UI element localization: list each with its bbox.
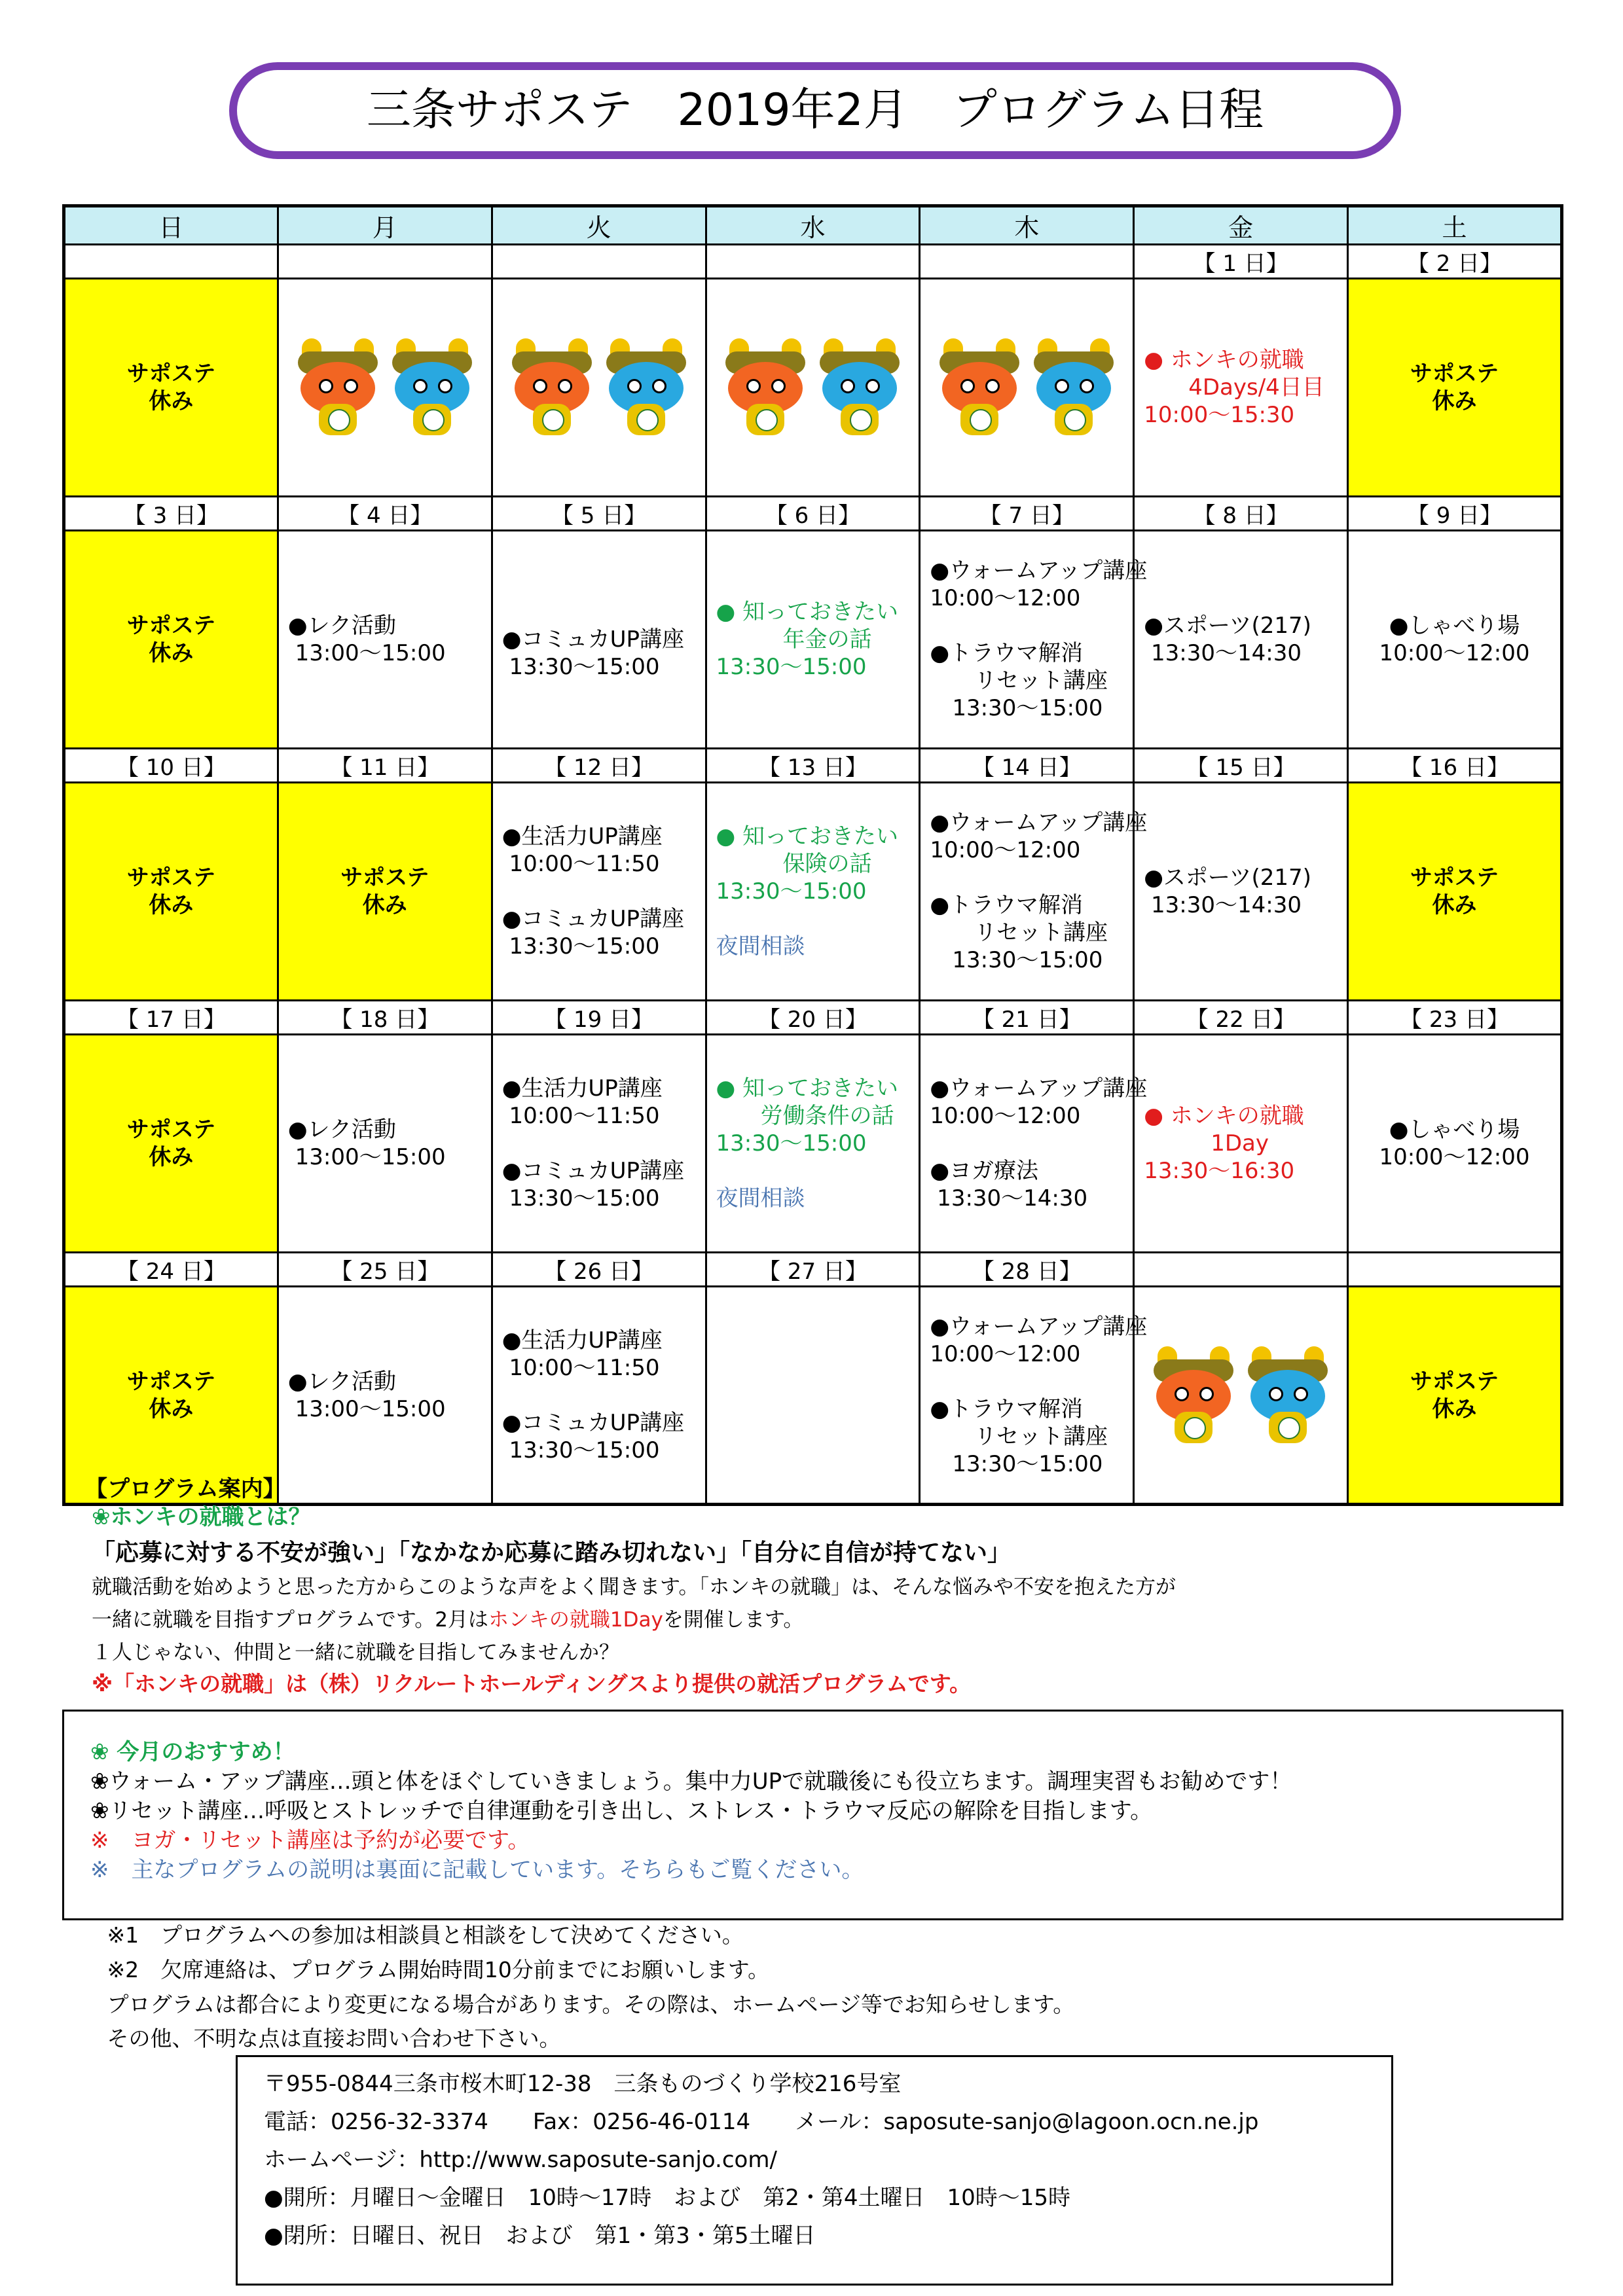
program-text: ● 知っておきたい 労働条件の話 13:30～15:00 xyxy=(716,1075,899,1157)
program-cell xyxy=(1134,783,1348,1001)
program-cell xyxy=(278,531,492,749)
date-label: 【 12 日】 xyxy=(492,749,706,783)
program-cell xyxy=(1134,1035,1348,1253)
program-cell xyxy=(278,1287,492,1505)
mascot-cell xyxy=(492,279,706,497)
date-label: 【 13 日】 xyxy=(706,749,920,783)
program-cell xyxy=(492,1287,706,1505)
program-text: ●生活力UP講座 10:00～11:50 ●コミュカUP講座 13:30～15:00 xyxy=(501,1327,685,1463)
weekday-fri: 金 xyxy=(1134,206,1348,245)
date-label: 【 9 日】 xyxy=(1348,497,1562,531)
program-text: ●しゃべり場 10:00～12:00 xyxy=(1379,613,1530,666)
program-row xyxy=(64,279,1562,497)
program-row xyxy=(64,1035,1562,1253)
program-text: ● 知っておきたい 保険の話 13:30～15:00 xyxy=(716,823,899,905)
contact-open-hours: ●開所：月曜日～金曜日 10時～17時 および 第2・第4土曜日 10時～15時 xyxy=(264,2185,1070,2211)
closed-label: サポステ 休み xyxy=(126,865,216,918)
date-label: 【 14 日】 xyxy=(920,749,1134,783)
program-text: ●コミュカUP講座 13:30～15:00 xyxy=(501,626,685,680)
closed-label: サポステ 休み xyxy=(126,1117,216,1170)
recommend-note: ※ 主なプログラムの説明は裏面に記載しています。そちらもご覧ください。 xyxy=(90,1857,864,1883)
footnote: その他、不明な点は直接お問い合わせ下さい。 xyxy=(79,2026,561,2051)
guide-paragraph-1: 就職活動を始めようと思った方からこのような声をよく聞きます。「ホンキの就職」は、そんな悩みや不安を抱えた方が xyxy=(92,1575,1176,1599)
footnote: プログラムは都合により変更になる場合があります。その際は、ホームページ等でお知らせします。 xyxy=(79,1992,1075,2017)
closed-cell xyxy=(1348,1287,1562,1505)
date-label: 【 24 日】 xyxy=(64,1253,278,1287)
closed-label: サポステ 休み xyxy=(126,1368,216,1422)
mascot-cell xyxy=(706,279,920,497)
date-row xyxy=(64,245,1562,279)
recommendation-box xyxy=(62,1710,1563,1920)
weekday-header-row xyxy=(64,206,1562,245)
program-row xyxy=(64,1287,1562,1505)
date-label: 【 28 日】 xyxy=(920,1253,1134,1287)
program-text: ●レク活動 13:00～15:00 xyxy=(287,613,446,666)
blue-oni-mascot-icon xyxy=(1243,1346,1333,1444)
closed-cell xyxy=(64,279,278,497)
date-row xyxy=(64,1001,1562,1035)
guide-paragraph-3: １人じゃない、仲間と一緒に就職を目指してみませんか？ xyxy=(92,1641,619,1664)
red-oni-mascot-icon xyxy=(720,338,811,437)
program-cell xyxy=(920,783,1148,1001)
closed-label: サポステ 休み xyxy=(126,613,216,666)
program-text: ●ウォームアップ講座 10:00～12:00 ●ヨガ療法 13:30～14:30 xyxy=(930,1075,1148,1211)
weekday-sat: 土 xyxy=(1348,206,1562,245)
night-consultation-label: 夜間相談 xyxy=(716,933,805,960)
date-label xyxy=(64,245,278,279)
program-cell xyxy=(920,1035,1148,1253)
program-text: ●レク活動 13:00～15:00 xyxy=(287,1117,446,1170)
date-label: 【 5 日】 xyxy=(492,497,706,531)
program-cell xyxy=(492,783,706,1001)
blue-oni-mascot-icon xyxy=(814,338,905,437)
date-row xyxy=(64,1253,1562,1287)
closed-cell xyxy=(64,1035,278,1253)
program-cell xyxy=(706,1035,920,1253)
date-label xyxy=(278,245,492,279)
contact-closed-days: ●閉所：日曜日、祝日 および 第1・第3・第5土曜日 xyxy=(264,2223,816,2249)
program-row xyxy=(64,783,1562,1001)
date-label: 【 26 日】 xyxy=(492,1253,706,1287)
date-label: 【 15 日】 xyxy=(1134,749,1348,783)
date-label xyxy=(1348,1253,1562,1287)
contact-phone-email: 電話：0256-32-3374 Fax：0256-46-0114 メール：saposute-sanjo@lagoon.ocn.ne.jp xyxy=(264,2109,1259,2135)
date-row xyxy=(64,749,1562,783)
guide-note: ※「ホンキの就職」は（株）リクルートホールディングスより提供の就活プログラムです。 xyxy=(92,1671,972,1696)
guide-highlight: ホンキの就職1Day xyxy=(488,1608,663,1632)
guide-subheading: ❀ホンキの就職とは？ xyxy=(92,1504,311,1530)
guide-quote: 「応募に対する不安が強い」「なかなか応募に踏み切れない」「自分に自信が持てない」 xyxy=(92,1539,1012,1566)
program-text: ●生活力UP講座 10:00～11:50 ●コミュカUP講座 13:30～15:00 xyxy=(501,1075,685,1211)
blue-oni-mascot-icon xyxy=(1029,338,1119,437)
closed-cell xyxy=(278,783,492,1001)
contact-box xyxy=(236,2055,1393,2286)
program-row xyxy=(64,531,1562,749)
guide-paragraph-2 xyxy=(92,1604,1597,1636)
program-text: ●レク活動 13:00～15:00 xyxy=(287,1368,446,1422)
closed-cell xyxy=(64,783,278,1001)
program-text: ●ウォームアップ講座 10:00～12:00 ●トラウマ解消 リセット講座 13:30～15:00 xyxy=(930,1313,1148,1477)
date-label: 【 2 日】 xyxy=(1348,245,1562,279)
calendar-table xyxy=(62,204,1563,1506)
red-oni-mascot-icon xyxy=(507,338,597,437)
program-text: ●スポーツ(217) 13:30～14:30 xyxy=(1144,613,1311,666)
red-oni-mascot-icon xyxy=(293,338,383,437)
closed-cell xyxy=(64,531,278,749)
date-label: 【 25 日】 xyxy=(278,1253,492,1287)
date-label: 【 27 日】 xyxy=(706,1253,920,1287)
footnote: ※2 欠席連絡は、プログラム開始時間10分前までにお願いします。 xyxy=(79,1957,770,1982)
date-label: 【 1 日】 xyxy=(1134,245,1348,279)
program-cell xyxy=(278,1035,492,1253)
date-label xyxy=(1134,1253,1348,1287)
closed-label: サポステ 休み xyxy=(340,865,429,918)
recommend-warning: ※ ヨガ・リセット講座は予約が必要です。 xyxy=(90,1827,530,1854)
weekday-sun: 日 xyxy=(64,206,278,245)
weekday-wed: 水 xyxy=(706,206,920,245)
date-label: 【 8 日】 xyxy=(1134,497,1348,531)
mascot-cell xyxy=(1134,1287,1348,1505)
program-cell xyxy=(920,1287,1148,1505)
date-label xyxy=(920,245,1134,279)
weekday-mon: 月 xyxy=(278,206,492,245)
footnote: ※1 プログラムへの参加は相談員と相談をして決めてください。 xyxy=(79,1922,744,1948)
date-label: 【 3 日】 xyxy=(64,497,278,531)
date-label: 【 6 日】 xyxy=(706,497,920,531)
date-label: 【 4 日】 xyxy=(278,497,492,531)
recommend-line: ❀ウォーム・アップ講座…頭と体をほぐしていきましょう。集中力UPで就職後にも役立ちます。調理実習もお勧めです！ xyxy=(90,1768,1292,1795)
recommend-heading: ❀ 今月のおすすめ！ xyxy=(90,1739,295,1765)
contact-homepage: ホームページ：http://www.saposute-sanjo.com/ xyxy=(264,2147,777,2173)
empty-cell xyxy=(706,1287,920,1505)
closed-label: サポステ 休み xyxy=(1410,865,1499,918)
date-label: 【 22 日】 xyxy=(1134,1001,1348,1035)
closed-label: サポステ 休み xyxy=(1410,361,1499,414)
weekday-thu: 木 xyxy=(920,206,1134,245)
guide-heading: 【プログラム案内】 xyxy=(85,1476,285,1502)
guide-text: を開催します。 xyxy=(663,1608,804,1632)
program-cell xyxy=(920,531,1148,749)
program-cell xyxy=(1348,1035,1562,1253)
red-oni-mascot-icon xyxy=(934,338,1025,437)
program-cell xyxy=(706,783,920,1001)
date-label: 【 19 日】 xyxy=(492,1001,706,1035)
program-cell xyxy=(492,531,706,749)
program-cell xyxy=(492,1035,706,1253)
date-label: 【 17 日】 xyxy=(64,1001,278,1035)
closed-cell xyxy=(64,1287,278,1505)
blue-oni-mascot-icon xyxy=(387,338,477,437)
page-title: 三条サポステ 2019年2月 プログラム日程 xyxy=(229,62,1401,159)
night-consultation-label: 夜間相談 xyxy=(716,1185,805,1211)
date-label: 【 20 日】 xyxy=(706,1001,920,1035)
date-label: 【 16 日】 xyxy=(1348,749,1562,783)
program-text: ● 知っておきたい 年金の話 13:30～15:00 xyxy=(716,599,899,680)
date-label: 【 10 日】 xyxy=(64,749,278,783)
program-text: ●ウォームアップ講座 10:00～12:00 ●トラウマ解消 リセット講座 13:30～15:00 xyxy=(930,558,1148,721)
honki-4days-time: 10:00～15:30 xyxy=(1144,402,1295,428)
date-label: 【 23 日】 xyxy=(1348,1001,1562,1035)
honki-4days-label: ● ホンキの就職 4Days/4日目 xyxy=(1144,347,1324,401)
mascot-cell xyxy=(278,279,492,497)
closed-label: サポステ 休み xyxy=(126,361,216,414)
closed-label: サポステ 休み xyxy=(1410,1368,1499,1422)
date-label: 【 7 日】 xyxy=(920,497,1134,531)
date-label xyxy=(492,245,706,279)
red-oni-mascot-icon xyxy=(1148,1346,1239,1444)
program-cell xyxy=(1134,279,1348,497)
date-label xyxy=(706,245,920,279)
closed-cell xyxy=(1348,279,1562,497)
weekday-tue: 火 xyxy=(492,206,706,245)
guide-text: 一緒に就職を目指すプログラムです。2月は xyxy=(92,1608,488,1632)
program-text: ●生活力UP講座 10:00～11:50 ●コミュカUP講座 13:30～15:00 xyxy=(501,823,685,960)
program-cell xyxy=(706,531,920,749)
blue-oni-mascot-icon xyxy=(601,338,691,437)
date-label: 【 21 日】 xyxy=(920,1001,1134,1035)
program-text: ●ウォームアップ講座 10:00～12:00 ●トラウマ解消 リセット講座 13:30～15:00 xyxy=(930,810,1148,973)
program-cell xyxy=(1348,531,1562,749)
program-text: ●スポーツ(217) 13:30～14:30 xyxy=(1144,865,1311,918)
program-text: ●しゃべり場 10:00～12:00 xyxy=(1379,1117,1530,1170)
closed-cell xyxy=(1348,783,1562,1001)
program-cell xyxy=(1134,531,1348,749)
date-label: 【 18 日】 xyxy=(278,1001,492,1035)
recommend-line: ❀リセット講座…呼吸とストレッチで自律運動を引き出し、ストレス・トラウマ反応の解除を目指します。 xyxy=(90,1798,1153,1824)
date-label: 【 11 日】 xyxy=(278,749,492,783)
contact-address: 〒955-0844三条市桜木町12-38 三条ものづくり学校216号室 xyxy=(264,2071,902,2097)
mascot-cell xyxy=(920,279,1134,497)
date-row xyxy=(64,497,1562,531)
honki-1day-label: ● ホンキの就職 1Day 13:30～16:30 xyxy=(1144,1103,1304,1184)
